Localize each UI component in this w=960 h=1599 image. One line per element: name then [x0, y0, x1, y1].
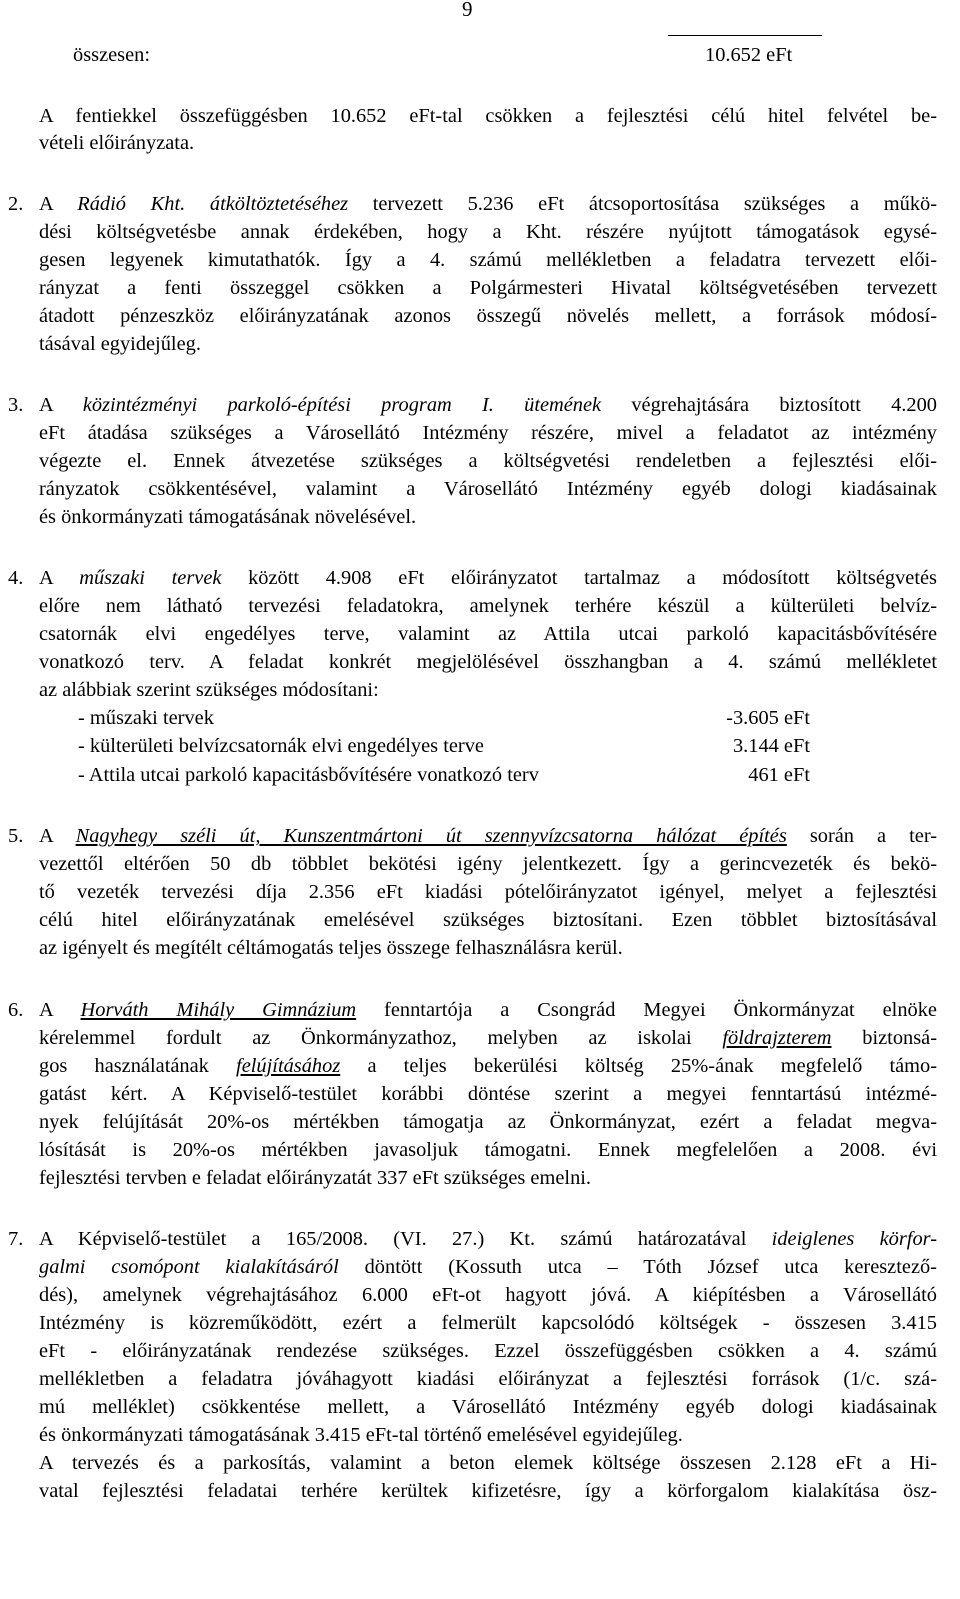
- item-4-row-2-label: - külterületi belvízcsatornák elvi engedélyes terve: [78, 735, 484, 757]
- item-3-number: 3.: [8, 394, 24, 416]
- item-2-line-5: átadott pénzeszköz előirányzatának azonos összegű növelés mellett, a források módosí-: [39, 305, 937, 327]
- item-3-line-4: rányzatok csökkentésével, valamint a Városellátó Intézmény egyéb dologi kiadásainak: [39, 478, 937, 500]
- item-6-subject: Horváth Mihály Gimnázium: [80, 999, 357, 1021]
- item-4-line-1: A műszaki tervek között 4.908 eFt előirányzatot tartalmaz a módosított költségvetés: [39, 567, 937, 589]
- item-4-line-4: vonatkozó terv. A feladat konkrét megjelölésével összhangban a 4. számú mellékletet: [39, 651, 937, 673]
- item-2-line-2: dési költségvetésbe annak érdekében, hogy a Kht. részére nyújtott támogatások egysé-: [39, 221, 937, 243]
- item-4-row-1-value: -3.605 eFt: [726, 707, 810, 729]
- item-5-line-5: az igényelt és megítélt céltámogatás teljes összege felhasználásra kerül.: [39, 937, 623, 959]
- item-6-renovation: felújításához: [236, 1055, 341, 1077]
- item-2-line-3: gesen legyenek kimutathatók. Így a 4. számú mellékletben a feladatra tervezett elői-: [39, 249, 937, 271]
- item-2-number: 2.: [8, 193, 24, 215]
- item-6-line-2: kérelemmel fordult az Önkormányzathoz, melyben az iskolai földrajzterem biztonsá-: [39, 1027, 937, 1049]
- item-3-line-1: A közintézményi parkoló-építési program I. ütemének végrehajtására biztosított 4.200: [39, 394, 937, 416]
- item-7-subject-b: galmi csomópont kialakításáról: [39, 1256, 339, 1278]
- item-4-line-3: csatornák elvi engedélyes terve, valamint az Attila utcai parkoló kapacitásbővítésére: [39, 623, 937, 645]
- item-4-line-2: előre nem látható tervezési feladatokra, amelynek terhére készül a külterületi belvíz-: [39, 595, 937, 617]
- item-6-line-6: lósítását is 20%-os mértékben javasoljuk támogatni. Ennek megfelelően a 2008. évi: [39, 1139, 937, 1161]
- item-7-line-3: dés), amelynek végrehajtásához 6.000 eFt-ot hagyott jóvá. A kiépítésben a Városellátó: [39, 1284, 937, 1306]
- item-2-line-6: tásával egyidejűleg.: [39, 333, 201, 355]
- item-6-line-1: A Horváth Mihály Gimnázium fenntartója a Csongrád Megyei Önkormányzat elnöke: [39, 999, 937, 1021]
- total-label: összesen:: [73, 44, 151, 66]
- item-6-number: 6.: [8, 999, 24, 1021]
- item-5-number: 5.: [8, 825, 24, 847]
- item-6-room: földrajzterem: [722, 1027, 832, 1049]
- item-7-line-4: Intézmény is közreműködött, ezért a felmerült kapcsolódó költségek - összesen 3.415: [39, 1312, 937, 1334]
- item-7-line-6: mellékletben a feladatra jóváhagyott kiadási előirányzat a fejlesztési források (1/c. szá-: [39, 1368, 937, 1390]
- item-2-line-1: A Rádió Kht. átköltöztetéséhez tervezett 5.236 eFt átcsoportosítása szükséges a műkö-: [39, 193, 938, 215]
- item-4-line-5: az alábbiak szerint szükséges módosítani:: [39, 679, 379, 701]
- item-4-subject: műszaki tervek: [79, 567, 222, 589]
- item-6-line-7: fejlesztési tervben e feladat előirányzatát 337 eFt szükséges emelni.: [39, 1167, 592, 1189]
- item-6-line-3: gos használatának felújításához a teljes bekerülési költség 25%-ának megfelelő támo-: [39, 1055, 938, 1077]
- intro-line-2: vételi előirányzata.: [39, 132, 195, 154]
- item-7-line-9: A tervezés és a parkosítás, valamint a beton elemek költsége összesen 2.128 eFt a Hi-: [39, 1452, 937, 1474]
- item-3-subject: közintézményi parkoló-építési program I. ütemének: [82, 394, 602, 416]
- item-5-line-1: A Nagyhegy széli út, Kunszentmártoni út szennyvízcsatorna hálózat építés során a ter-: [39, 825, 937, 847]
- item-5-line-2: vezettől eltérően 50 db többlet bekötési igény jelentkezett. Így a gerincvezeték és bekö-: [39, 853, 937, 875]
- page-number: 9: [462, 0, 473, 21]
- item-4-row-3-label: - Attila utcai parkoló kapacitásbővítésére vonatkozó terv: [78, 764, 539, 786]
- item-7-line-2: galmi csomópont kialakításáról döntött (Kossuth utca – Tóth József utca keresztező-: [39, 1256, 937, 1278]
- item-7-line-5: eFt - előirányzatának rendezése szükséges. Ezzel összefüggésben csökken a 4. számú: [39, 1340, 937, 1362]
- item-3-line-3: végezte el. Ennek átvezetése szükséges a költségvetési rendeletben a fejlesztési elői-: [39, 450, 937, 472]
- item-6-line-4: gatást kért. A Képviselő-testület korábbi döntése szerint a megyei fenntartású intézmé-: [39, 1083, 937, 1105]
- item-7-line-7: mú melléklet) csökkentése mellett, a Városellátó Intézmény egyéb dologi kiadásainak: [39, 1396, 937, 1418]
- item-6-line-5: nyek felújítását 20%-os mértékben támogatja az Önkormányzat, ezért a feladat megva-: [39, 1111, 937, 1133]
- item-7-subject-a: ideiglenes körfor-: [771, 1228, 937, 1250]
- item-4-row-2-value: 3.144 eFt: [732, 735, 810, 757]
- item-4-number: 4.: [8, 567, 24, 589]
- total-rule: [668, 35, 822, 36]
- item-7-line-8: és önkormányzati támogatásának 3.415 eFt-tal történő emelésével egyidejűleg.: [39, 1424, 683, 1446]
- total-value: 10.652 eFt: [705, 44, 793, 66]
- item-4-row-3-value: 461 eFt: [748, 764, 810, 786]
- item-3-line-5: és önkormányzati támogatásának növelésével.: [39, 506, 417, 528]
- item-3-line-2: eFt átadása szükséges a Városellátó Intézmény részére, mivel a feladatot az intézmény: [39, 422, 937, 444]
- item-7-number: 7.: [8, 1228, 24, 1250]
- item-7-line-1: A Képviselő-testület a 165/2008. (VI. 27.) Kt. számú határozatával ideiglenes körfor-: [39, 1228, 937, 1250]
- item-5-subject: Nagyhegy széli út, Kunszentmártoni út szennyvízcsatorna hálózat építés: [75, 825, 787, 847]
- item-2-line-4: rányzat a fenti összeggel csökken a Polgármesteri Hivatal költségvetésében tervezett: [39, 277, 937, 299]
- intro-line-1: A fentiekkel összefüggésben 10.652 eFt-tal csökken a fejlesztési célú hitel felvétel be-: [39, 105, 937, 127]
- item-2-subject: Rádió Kht. átköltöztetéséhez: [77, 193, 349, 215]
- item-7-line-10: vatal fejlesztési feladatai terhére kerültek kifizetésre, így a körforgalom kialakítása ösz-: [39, 1480, 937, 1502]
- item-4-row-1-label: - műszaki tervek: [78, 707, 214, 729]
- item-5-line-4: célú hitel előirányzatának emelésével szükséges biztosítani. Ezen többlet biztosításával: [39, 909, 937, 931]
- item-5-line-3: tő vezeték tervezési díja 2.356 eFt kiadási pótelőirányzatot igényel, melyet a fejlesztési: [39, 881, 937, 903]
